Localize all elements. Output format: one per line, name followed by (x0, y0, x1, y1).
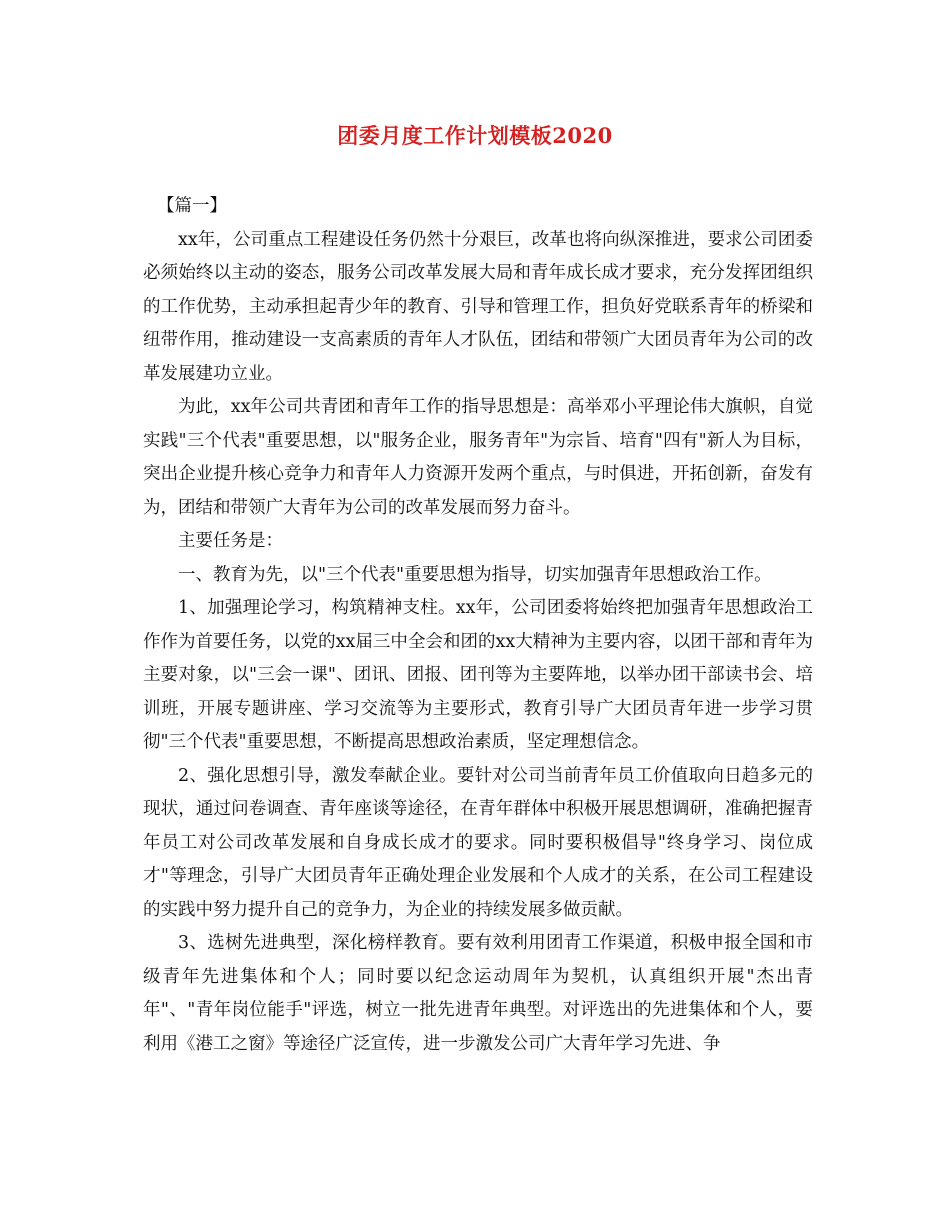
paragraph: 一、教育为先，以"三个代表"重要思想为指导，切实加强青年思想政治工作。 (178, 564, 772, 585)
paragraph: 2、强化思想引导，激发奉献企业。要针对公司当前青年员工价值取向日趋多元的现状，通过问卷调查、青年座谈等途径，在青年群体中积极开展思想调研，准确把握青年员工对公司改革发展和自身成长成才的要求。同时要积极倡导"终身学习、岗位成才"等理念，引导广大团员青年正确处理企业发展和个人成才的关系，在公司工程建设的实践中努力提升自己的竞争力，为企业的持续发展多做贡献。 (143, 765, 813, 920)
document-title: 团委月度工作计划模板2020 (337, 123, 613, 148)
section-heading: 【篇一】 (157, 196, 227, 216)
document-body (143, 190, 813, 1061)
paragraph: 主要任务是： (178, 531, 283, 551)
paragraph: 为此，xx年公司共青团和青年工作的指导思想是：高举邓小平理论伟大旗帜，自觉实践"三个代表"重要思想，以"服务企业，服务青年"为宗旨、培育"四有"新人为目标，突出企业提升核心竞争力和青年人力资源开发两个重点，与时俱进，开拓创新，奋发有为，团结和带领广大青年为公司的改革发展而努力奋斗。 (143, 397, 813, 518)
paragraph: 1、加强理论学习，构筑精神支柱。xx年，公司团委将始终把加强青年思想政治工作作为首要任务，以党的xx届三中全会和团的xx大精神为主要内容，以团干部和青年为主要对象，以"三会一课"、团讯、团报、团刊等为主要阵地，以举办团干部读书会、培训班，开展专题讲座、学习交流等为主要形式，教育引导广大团员青年进一步学习贯彻"三个代表"重要思想，不断提高思想政治素质，坚定理想信念。 (143, 598, 813, 752)
paragraph: xx年，公司重点工程建设任务仍然十分艰巨，改革也将向纵深推进，要求公司团委必须始终以主动的姿态，服务公司改革发展大局和青年成长成才要求，充分发挥团组织的工作优势，主动承担起青少年的教育、引导和管理工作，担负好党联系青年的桥梁和纽带作用，推动建设一支高素质的青年人才队伍，团结和带领广大团员青年为公司的改革发展建功立业。 (143, 229, 813, 384)
paragraph: 3、选树先进典型，深化榜样教育。要有效利用团青工作渠道，积极申报全国和市级青年先进集体和个人；同时要以纪念运动周年为契机，认真组织开展"杰出青年"、"青年岗位能手"评选，树立一批先进青年典型。对评选出的先进集体和个人，要利用《港工之窗》等途径广泛宣传，进一步激发公司广大青年学习先进、争 (143, 933, 813, 1054)
